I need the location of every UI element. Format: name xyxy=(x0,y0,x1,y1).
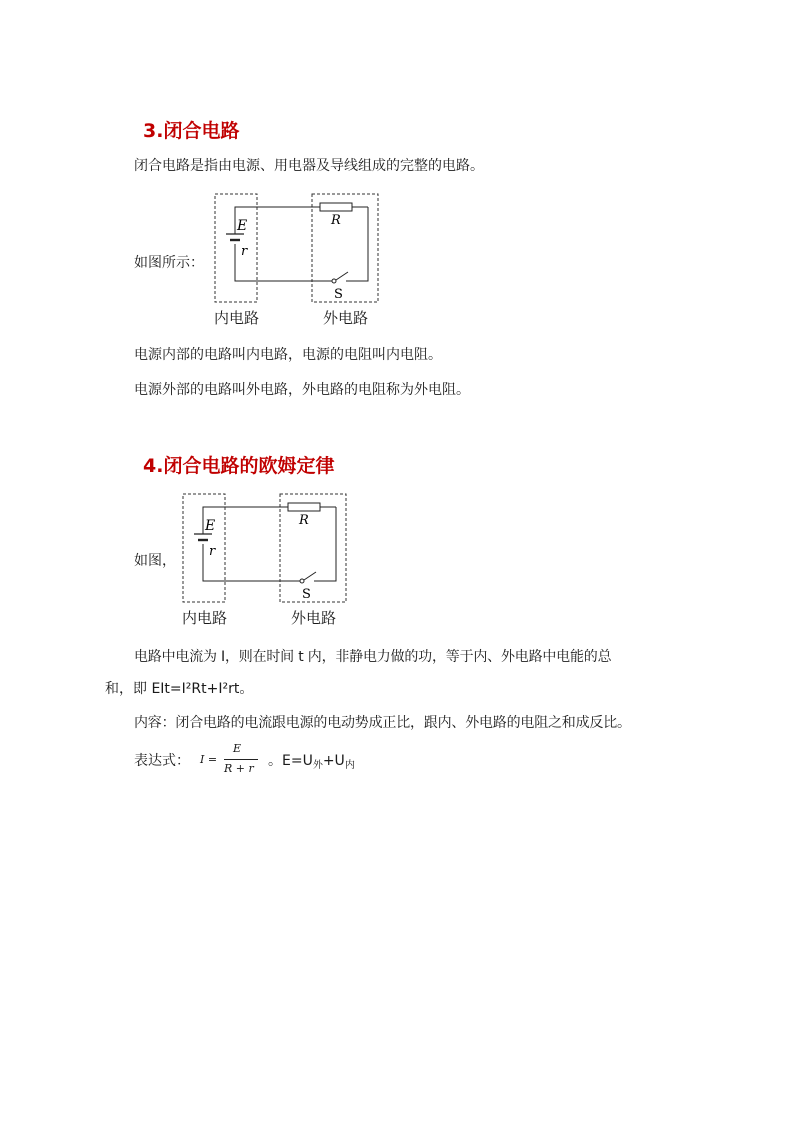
emf-eq-sub-outer: 外 xyxy=(312,760,323,771)
section4-circuit-diagram xyxy=(182,493,348,605)
emf-label: E xyxy=(205,518,216,534)
circuit-wire xyxy=(235,244,332,281)
inner-circuit-label: 内电路 xyxy=(214,309,260,327)
emf-eq-sub-inner: 内 xyxy=(344,760,355,771)
section3-definition: 闭合电路是指由电源、用电器及导线组成的完整的电路。 xyxy=(134,158,484,174)
section4-para1-line1: 电路中电流为 I，则在时间 t 内，非静电力做的功，等于内、外电路中电能的总 xyxy=(134,649,612,665)
section4-content: 内容：闭合电路的电流跟电源的电动势成正比，跟内、外电路的电阻之和成反比。 xyxy=(134,715,631,731)
formula-numerator: E xyxy=(233,742,242,755)
ohm-law-formula xyxy=(200,740,270,780)
circuit-wire xyxy=(235,207,320,234)
section4-figure-prefix: 如图， xyxy=(134,553,176,569)
section3-line2: 电源外部的电路叫外电路，外电路的电阻称为外电阻。 xyxy=(134,382,470,398)
circuit-wire xyxy=(203,507,288,534)
inner-circuit-box xyxy=(183,494,225,602)
inner-circuit-box xyxy=(215,194,257,302)
switch-contact xyxy=(300,579,304,583)
circuit-wire xyxy=(314,507,336,581)
formula-lhs: I = xyxy=(200,753,218,766)
resistor-label: R xyxy=(299,513,309,528)
section3-heading: 3.闭合电路 xyxy=(143,120,240,142)
internal-resistance-label: r xyxy=(241,244,248,259)
switch-lever xyxy=(336,272,348,280)
section3-circuit-diagram xyxy=(214,193,380,305)
switch-label: S xyxy=(302,587,311,602)
switch-contact xyxy=(332,279,336,283)
formula-denominator: R + r xyxy=(224,762,254,775)
outer-circuit-label: 外电路 xyxy=(291,609,337,627)
section4-heading: 4.闭合电路的欧姆定律 xyxy=(143,455,335,477)
emf-voltage-equation xyxy=(268,751,355,776)
circuit-wire xyxy=(346,207,368,281)
switch-label: S xyxy=(334,287,343,302)
section3-line1: 电源内部的电路叫内电路，电源的电阻叫内电阻。 xyxy=(134,347,442,363)
emf-label: E xyxy=(237,218,248,234)
internal-resistance-label: r xyxy=(209,544,216,559)
resistor-symbol xyxy=(320,203,352,211)
fraction-bar xyxy=(224,759,258,760)
section4-para1-line2: 和，即 EIt=I²Rt+I²rt。 xyxy=(105,681,254,697)
emf-eq-plus: +U xyxy=(322,753,345,769)
emf-eq-main: 。E=U xyxy=(268,753,313,769)
inner-circuit-label: 内电路 xyxy=(182,609,228,627)
resistor-label: R xyxy=(331,213,341,228)
outer-circuit-label: 外电路 xyxy=(323,309,369,327)
resistor-symbol xyxy=(288,503,320,511)
circuit-wire xyxy=(203,544,300,581)
section3-figure-prefix: 如图所示： xyxy=(134,255,204,271)
section4-expr-prefix: 表达式： xyxy=(134,753,190,769)
switch-lever xyxy=(304,572,316,580)
